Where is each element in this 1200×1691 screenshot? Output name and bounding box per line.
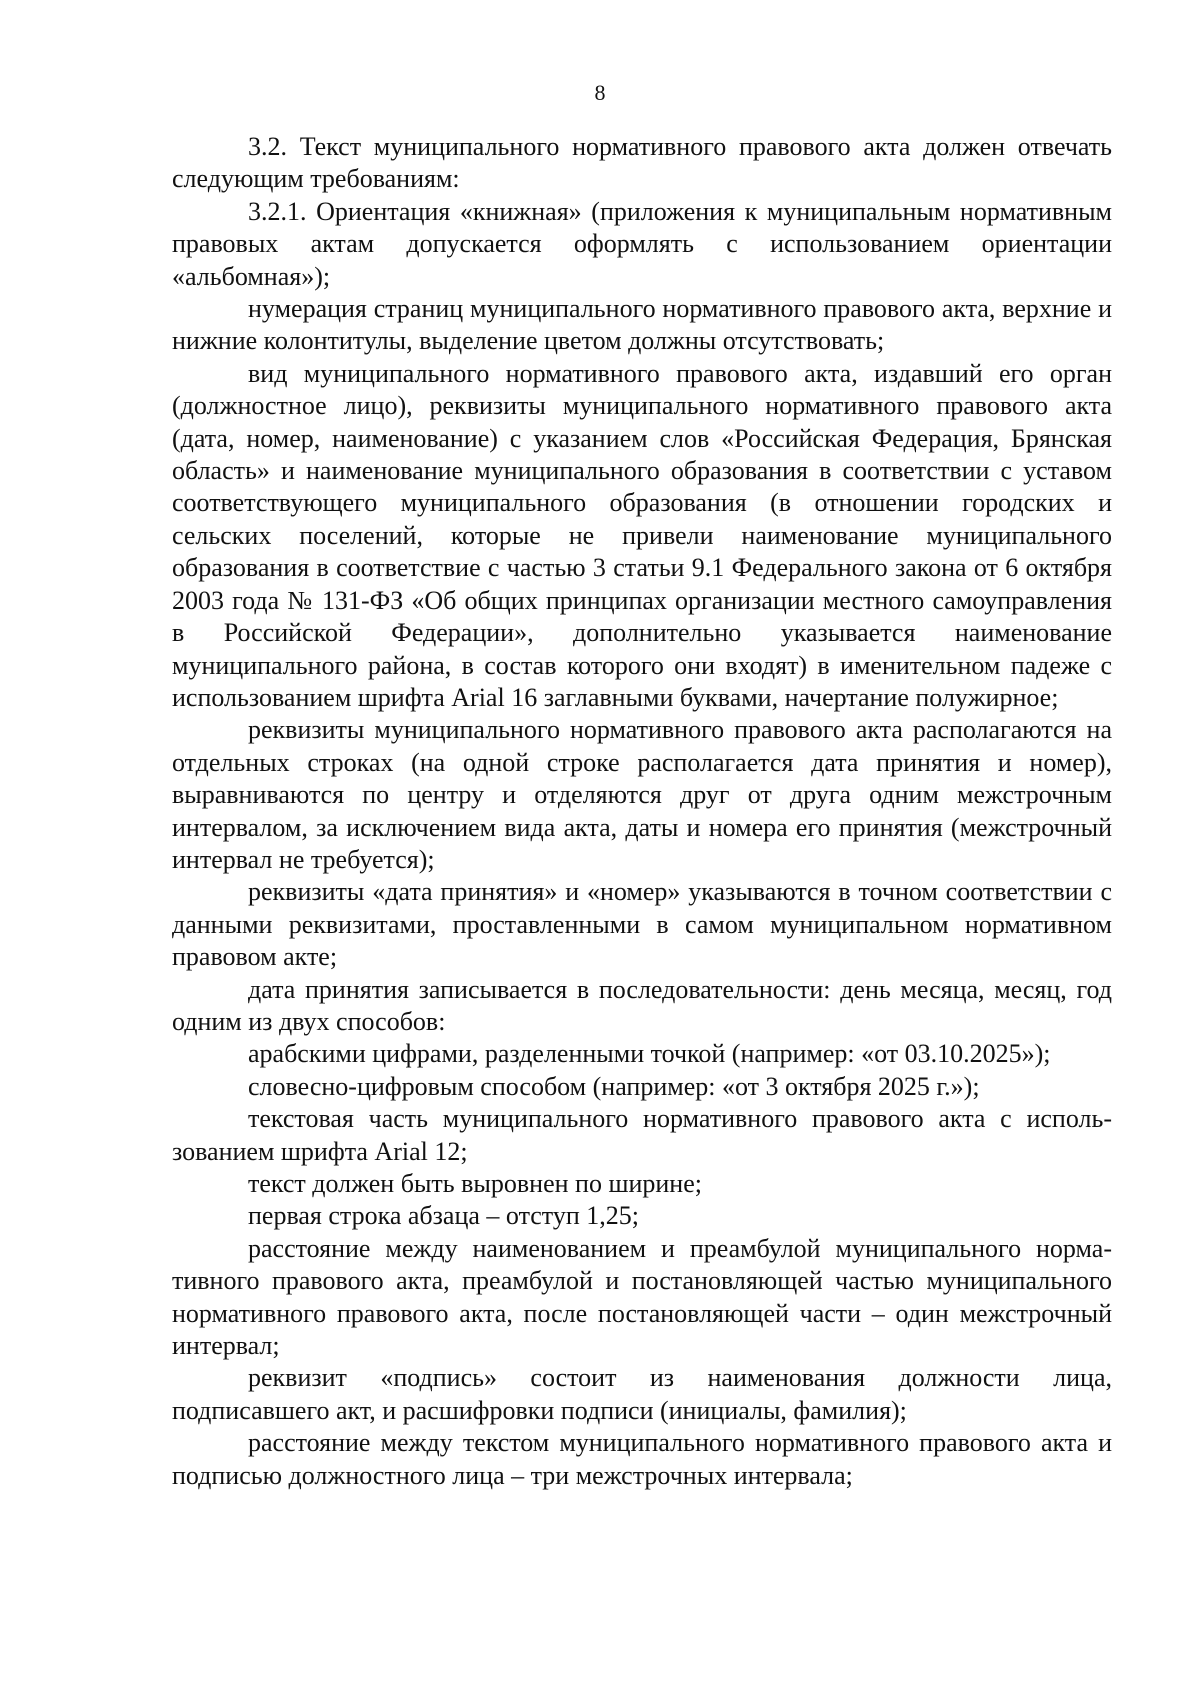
- paragraph-text-font: текстовая часть муниципального нормативного правового акта с использованием шрифта Arial 12;: [172, 1104, 1112, 1166]
- paragraph-date-format: дата принятия записывается в последовательности: день месяца, месяц, год одним из двух способов:: [172, 974, 1112, 1036]
- paragraph-indent: первая строка абзаца – отступ 1,25;: [248, 1201, 639, 1231]
- paragraph-spacing: расстояние между наименованием и преамбулой муниципального нормативного правового акта, преамбулой и постановляющей частью муниципального нормативного правового акта, после постановляющей части – один межстрочный интервал;: [172, 1233, 1112, 1361]
- paragraph-page-numbering: нумерация страниц муниципального нормативного правового акта, верхние и нижние колонтитулы, выделение цветом должны отсутствовать;: [172, 294, 1112, 356]
- page-number: 8: [594, 80, 606, 105]
- paragraph-signature: реквизит «подпись» состоит из наименования должности лица, подписавшего акт, и расшифровки подписи (инициалы, фамилия);: [172, 1363, 1112, 1425]
- paragraph-signature-spacing: расстояние между текстом муниципального нормативного правового акта и подписью должностного лица – три межстрочных интервала;: [172, 1428, 1112, 1490]
- paragraph-date-number: реквизиты «дата принятия» и «номер» указываются в точном соответствии с данными реквизитами, проставленными в самом муниципальном нормативном правовом акте;: [172, 877, 1112, 972]
- paragraph-justify: текст должен быть выровнен по ширине;: [248, 1169, 702, 1198]
- paragraph-date-arabic: арабскими цифрами, разделенными точкой (например: «от 03.10.2025»);: [248, 1039, 1051, 1069]
- paragraph-date-verbal: словесно-цифровым способом (например: «от 3 октября 2025 г.»);: [248, 1071, 980, 1101]
- document-body: [172, 131, 1112, 1492]
- paragraph-requisites-layout: реквизиты муниципального нормативного правового акта располагаются на отдельных строках (на одной строке располагается дата принятия и номер), выравниваются по центру и отделяются друг от друга одним межстрочным интервалом, за исключением вида акта, даты и номера его принятия (межстрочный интервал не требуется);: [172, 715, 1112, 874]
- paragraph-3-2-1: 3.2.1. Ориентация «книжная» (приложения к муниципальным нормативным правовых актам допускается оформлять с использованием ориентации «альбомная»);: [172, 196, 1112, 291]
- paragraph-act-type: вид муниципального нормативного правового акта, издавший его орган (должностное лицо), реквизиты муниципального нормативного правового акта (дата, номер, наименование) с указанием слов «Российская Федерация, Брянская область» и наименование муниципального образования в соответствии с уставом соответствующего муниципального образования (в отношении городских и сельских поселений, которые не привели наименование муниципального образования в соответствие с частью 3 статьи 9.1 Федерального закона от 6 октября 2003 года № 131-ФЗ «Об общих принципах организации местного самоуправления в Российской Федерации», дополнительно указывается наименование муниципального района, в состав которого они входят) в именительном падеже с использованием шрифта Arial 16 заглавными буквами, начертание полужирное;: [172, 358, 1112, 712]
- paragraph-3-2: 3.2. Текст муниципального нормативного правового акта должен отвечать следующим требованиям:: [172, 132, 1112, 194]
